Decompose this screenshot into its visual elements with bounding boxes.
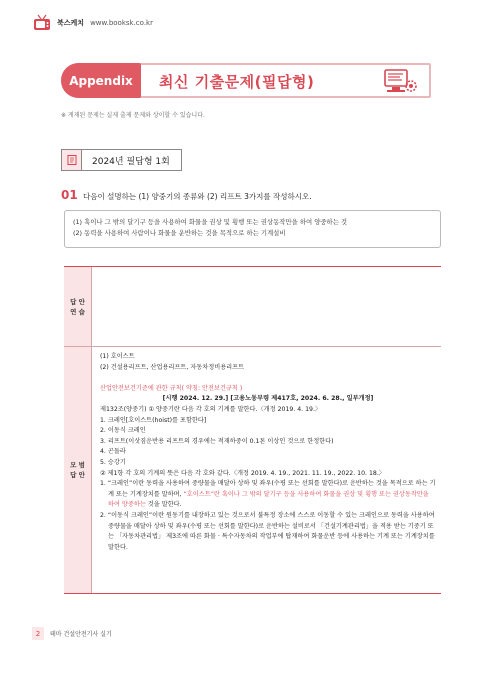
definition-crane-text: 1. “크레인”이란 동력을 사용하여 중량물을 매달아 상하 및 좌우(수평 또는 선회를 말한다)로 운반하는 것을 목적으로 하는 기계 또는 기계장치를 말하며, — [100, 480, 436, 498]
question-text: 다음이 설명하는 (1) 양중기의 종류와 (2) 리프트 3가지를 작성하시오. — [83, 192, 312, 201]
answer-line-spacer — [100, 373, 436, 384]
appendix-banner — [61, 63, 431, 98]
practice-answer-label-cell — [64, 267, 92, 346]
regulation-item: 3. 리프트(이삿짐운반용 리프트의 경우에는 적재하중이 0.1톤 이상인 것으로 한정한다) — [100, 437, 334, 445]
practice-answer-label: 답 안 연 습 — [70, 297, 85, 316]
answer-line: (2) 건설용리프트, 산업용리프트, 자동차정비용리프트 — [100, 363, 245, 371]
footer-book-title: 테마 건설안전기사 실기 — [50, 631, 112, 638]
definition-hoist-highlight: “호이스트”란 훅이나 그 밖의 달기구 등을 사용하여 화물을 권상 및 횡행 또는 권상동작만을 하여 양중하는 — [108, 490, 429, 509]
definition-crane — [100, 479, 436, 511]
regulation-title: 산업안전보건기준에 관한 규칙( 약칭: 안전보건규칙 ) — [100, 384, 243, 392]
model-answer-row — [64, 347, 441, 594]
regulation-item: 4. 곤돌라 — [100, 448, 126, 456]
disclaimer-note: ※ 게재된 문제는 실제 출제 문제와 상이할 수 있습니다. — [61, 112, 205, 119]
definition-crane-end: 것을 말한다. — [145, 501, 182, 509]
model-answer-label: 모 범 답 안 — [70, 461, 85, 479]
regulation-item: 2. 이동식 크레인 — [100, 427, 146, 435]
regulation-enforcement: [시행 2024. 12. 29.] [고용노동부령 제417호, 2024. 6. 28., 일부개정] — [162, 395, 374, 403]
regulation-item: 5. 승강기 — [100, 458, 126, 466]
definition-mobile-crane: 2. “이동식 크레인”이란 원동기를 내장하고 있는 것으로서 불특정 장소에 스스로 이동할 수 있는 크레인으로 동력을 사용하여 중량물을 매달아 상하 및 좌우(수평 또는 선회를 말한다)로 운반하는 설비로서 「건설기계관리법」을 적용 받는 기중기 또는 「자동차관리법」 제3조에 따른 화물 · 특수자동차의 작업부에 탑재하여 화물운반 등에 사용하는 기계 또는 기계장치를 말한다. — [100, 511, 435, 551]
answer-table — [64, 266, 441, 593]
question-item: (1) 훅이나 그 밖의 달기구 등을 사용하여 화물을 권상 및 횡행 또는 권상동작만을 하여 양중하는 것 — [73, 218, 348, 226]
model-answer-label-cell — [64, 347, 92, 593]
exam-book-icon-box — [62, 150, 82, 170]
question-item: (2) 동력을 사용하여 사람이나 화물을 운반하는 것을 목적으로 하는 기계설비 — [73, 229, 286, 237]
brand-url: www.booksk.co.kr — [90, 19, 153, 27]
question-conditions-box — [64, 210, 441, 248]
question-number: 01 — [61, 188, 78, 202]
book-icon — [66, 154, 78, 166]
page-footer — [32, 627, 112, 640]
computer-gear-icon — [383, 68, 419, 96]
exam-session-header — [61, 149, 182, 171]
page-number: 2 — [32, 627, 44, 640]
answer-line: (1) 호이스트 — [100, 353, 135, 360]
appendix-tab: Appendix — [61, 63, 141, 98]
regulation-item: 1. 크레인[호이스트(hoist)를 포함한다] — [100, 416, 207, 424]
appendix-title: 최신 기출문제(필답형) — [159, 73, 315, 91]
practice-answer-row — [64, 267, 441, 347]
brand-name: 북스케치 — [57, 19, 85, 27]
regulation-paragraph: ② 제1항 각 호의 기계의 뜻은 다음 각 호와 같다.〈개정 2019. 4. 19., 2021. 11. 19., 2022. 10. 18.〉 — [100, 469, 385, 477]
regulation-article: 제132조(양중기) ① 양중기란 다음 각 호의 기계를 말한다.〈개정 2019. 4. 19.〉 — [100, 405, 322, 413]
tv-logo-icon — [33, 14, 51, 32]
top-header — [33, 14, 153, 32]
exam-session-label: 2024년 필답형 1회 — [92, 156, 170, 167]
model-answer-content — [100, 352, 436, 553]
